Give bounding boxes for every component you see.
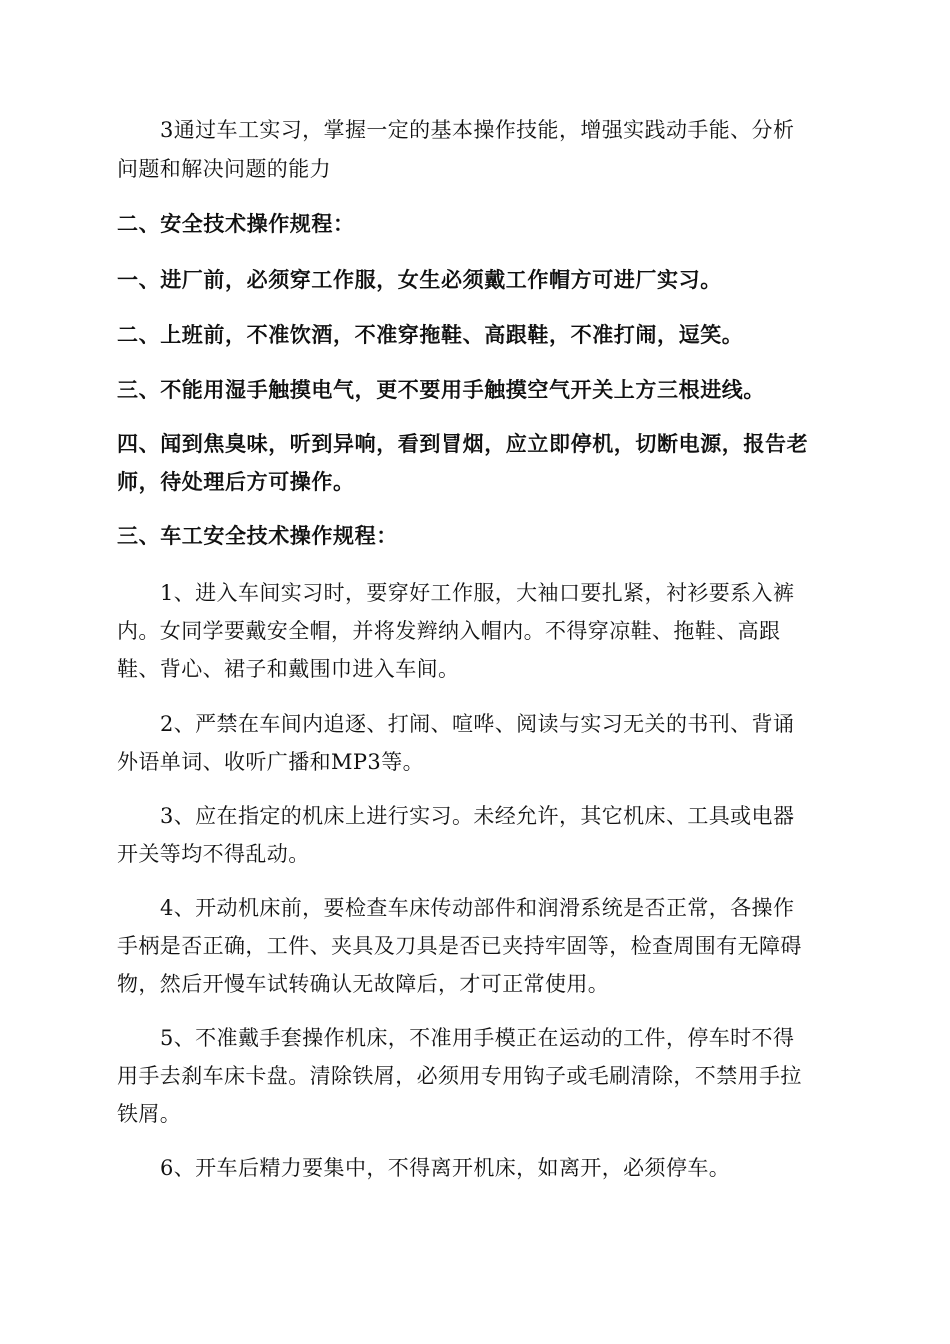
paragraph-line: 问题和解决问题的能力 bbox=[117, 157, 331, 181]
item-line: 开关等均不得乱动。 bbox=[117, 842, 310, 866]
rule-line: 三、不能用湿手触摸电气，更不要用手触摸空气开关上方三根进线。 bbox=[117, 378, 765, 402]
rule-line: 二、上班前，不准饮酒，不准穿拖鞋、高跟鞋，不准打闹，逗笑。 bbox=[117, 323, 744, 347]
item-line: 1、进入车间实习时，要穿好工作服，大袖口要扎紧，衬衫要系入裤 bbox=[160, 581, 795, 605]
item-line: 5、不准戴手套操作机床，不准用手模正在运动的工件，停车时不得 bbox=[160, 1026, 795, 1050]
item-line: 6、开车后精力要集中，不得离开机床，如离开，必须停车。 bbox=[160, 1156, 731, 1180]
section-heading: 三、车工安全技术操作规程： bbox=[117, 524, 398, 548]
item-line: 3、应在指定的机床上进行实习。未经允许，其它机床、工具或电器 bbox=[160, 804, 795, 828]
item-line: 内。女同学要戴安全帽，并将发辫纳入帽内。不得穿凉鞋、拖鞋、高跟 bbox=[117, 619, 781, 643]
item-line: 4、开动机床前，要检查车床传动部件和润滑系统是否正常，各操作 bbox=[160, 896, 795, 920]
item-line: 铁屑。 bbox=[117, 1102, 182, 1126]
section-heading: 二、安全技术操作规程： bbox=[117, 212, 355, 236]
paragraph-line: 3通过车工实习，掌握一定的基本操作技能，增强实践动手能、分析 bbox=[160, 118, 795, 142]
item-line: 手柄是否正确，工件、夹具及刀具是否已夹持牢固等，检查周围有无障碍 bbox=[117, 934, 802, 958]
item-line: 物，然后开慢车试转确认无故障后，才可正常使用。 bbox=[117, 972, 610, 996]
item-line: 用手去刹车床卡盘。清除铁屑，必须用专用钩子或毛刷清除，不禁用手拉 bbox=[117, 1064, 802, 1088]
rule-line: 一、进厂前，必须穿工作服，女生必须戴工作帽方可进厂实习。 bbox=[117, 268, 722, 292]
item-line: 鞋、背心、裙子和戴围巾进入车间。 bbox=[117, 657, 460, 681]
rule-line: 师，待处理后方可操作。 bbox=[117, 470, 355, 494]
rule-line: 四、闻到焦臭味，听到异响，看到冒烟，应立即停机，切断电源，报告老 bbox=[117, 432, 809, 456]
item-line: 2、严禁在车间内追逐、打闹、喧哗、阅读与实习无关的书刊、背诵 bbox=[160, 712, 795, 736]
item-line: 外语单词、收听广播和MP3等。 bbox=[117, 750, 424, 774]
